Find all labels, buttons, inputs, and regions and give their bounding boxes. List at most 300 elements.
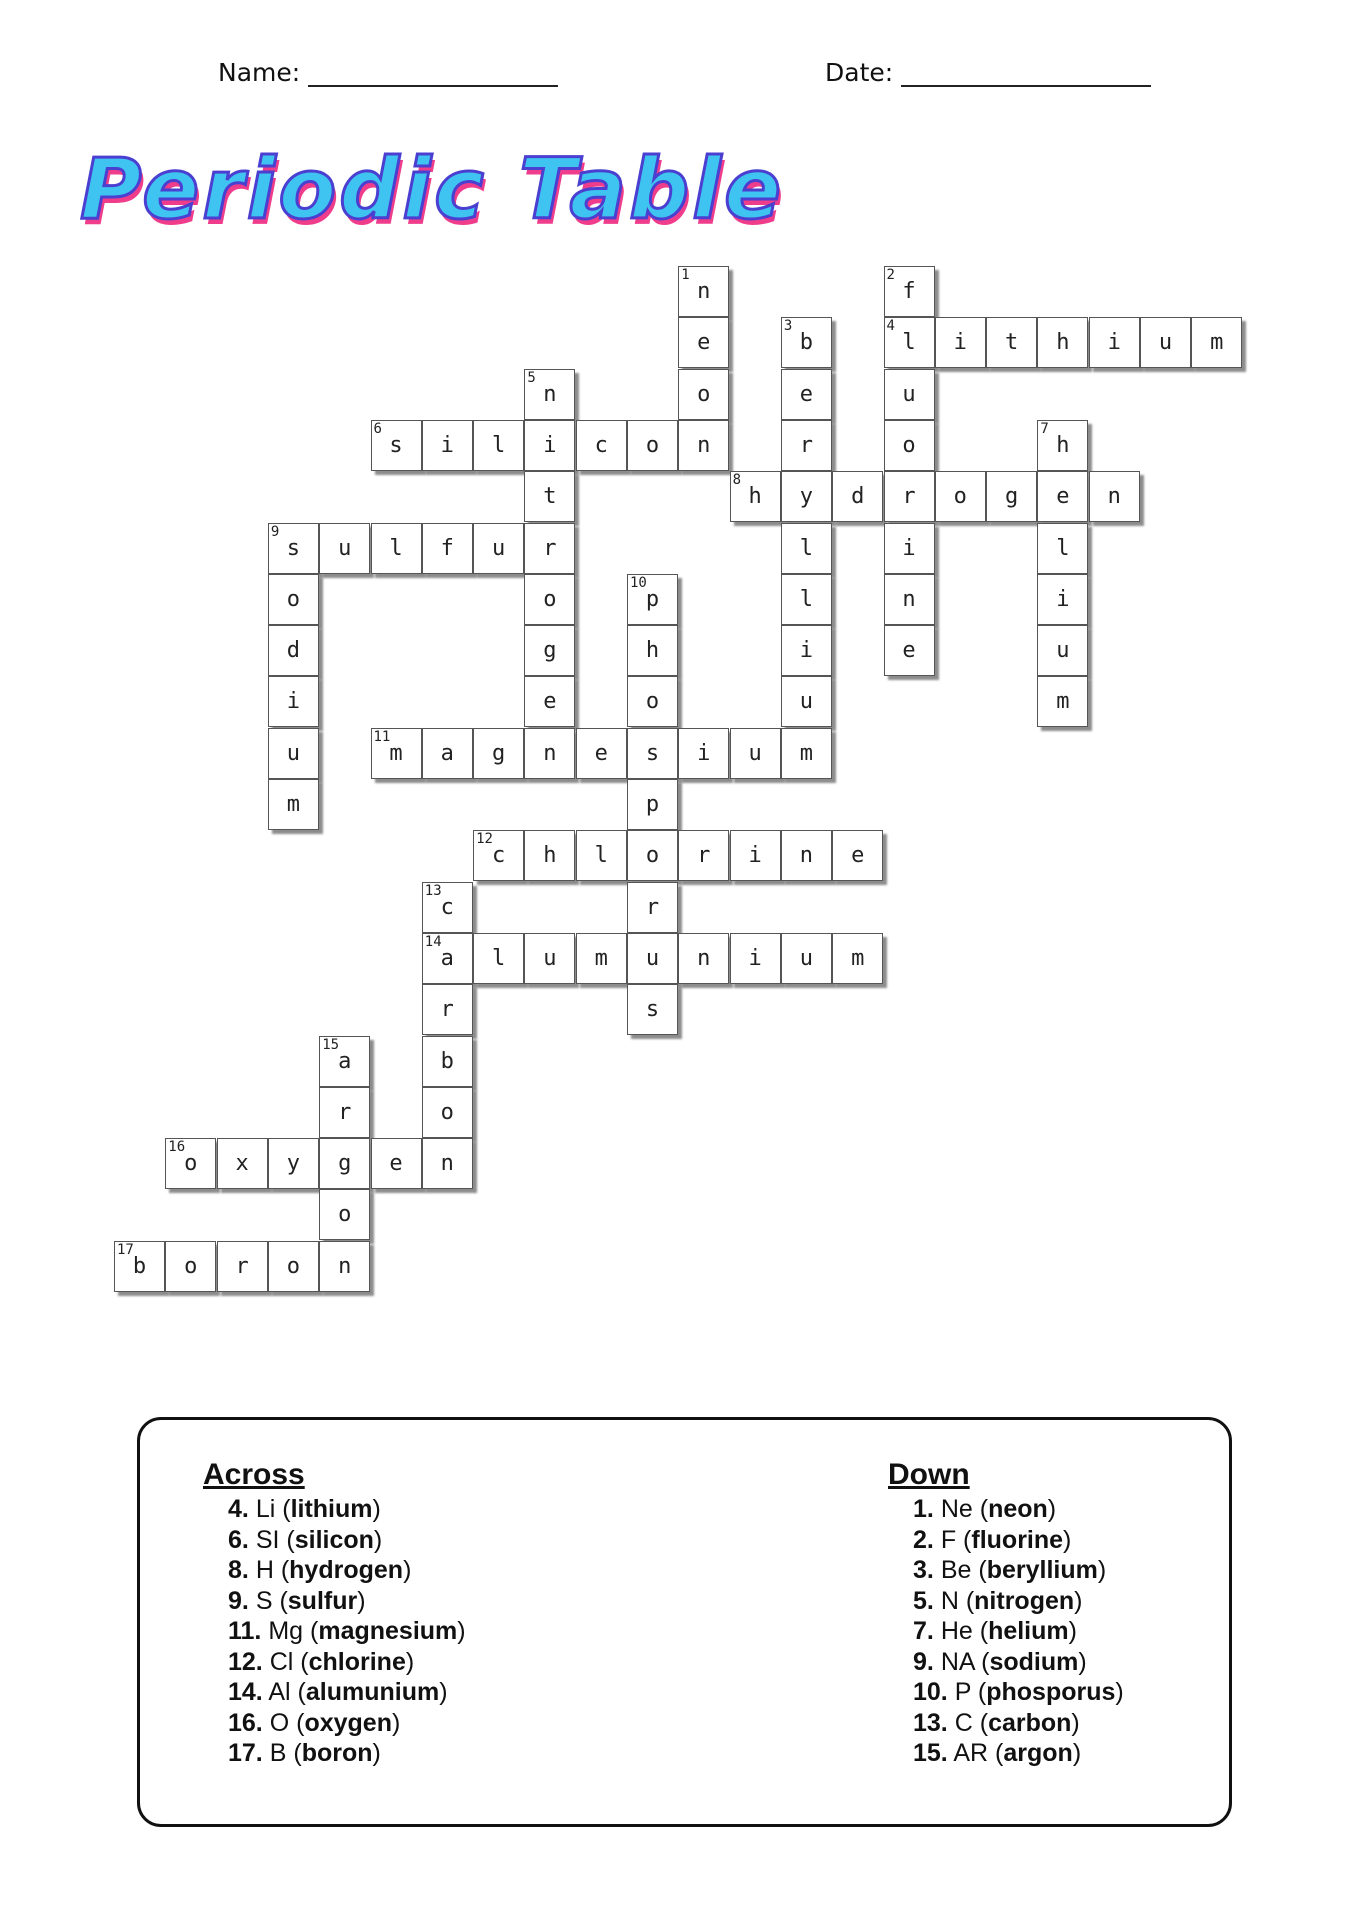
clue-hint: B: [269, 1739, 287, 1767]
cell-letter: e: [902, 638, 916, 664]
crossword-cell[interactable]: [1037, 523, 1088, 574]
crossword-cell[interactable]: [422, 1138, 473, 1189]
cell-letter: a: [338, 1048, 352, 1074]
crossword-cell[interactable]: [627, 728, 678, 779]
cell-letter: n: [1107, 484, 1121, 510]
cell-letter: d: [286, 638, 301, 664]
clue-answer: sulfur: [287, 1586, 358, 1615]
cell-letter: i: [748, 843, 762, 869]
crossword-cell[interactable]: [422, 882, 473, 933]
clue-answer: helium: [988, 1617, 1069, 1645]
crossword-cell[interactable]: [884, 471, 935, 522]
cell-letter: g: [338, 1151, 352, 1177]
across-clue: 6. SI (silicon): [228, 1525, 383, 1554]
crossword-cell[interactable]: [524, 420, 575, 471]
cell-letter: l: [1056, 535, 1070, 561]
crossword-cell[interactable]: [319, 1189, 370, 1240]
cell-letter: s: [645, 997, 660, 1023]
cell-letter: s: [286, 535, 301, 561]
cell-letter: p: [645, 792, 660, 817]
cell-letter: l: [902, 330, 916, 356]
crossword-cell[interactable]: [1037, 317, 1088, 368]
clue-hint: Be: [940, 1556, 972, 1584]
crossword-cell[interactable]: [217, 1138, 268, 1189]
crossword-cell[interactable]: [524, 830, 575, 881]
crossword-cell[interactable]: [627, 420, 678, 471]
crossword-cell[interactable]: [422, 984, 473, 1035]
clue-answer: neon: [988, 1495, 1048, 1523]
crossword-cell[interactable]: [730, 830, 781, 881]
cell-letter: u: [1056, 638, 1070, 664]
cell-letter: x: [235, 1151, 249, 1177]
clue-number: 12: [476, 831, 493, 848]
cell-letter: b: [799, 330, 814, 356]
cell-letter: i: [543, 432, 557, 458]
crossword-cell[interactable]: [422, 1087, 473, 1138]
clue-number: 2: [886, 267, 895, 283]
crossword-cell[interactable]: [268, 625, 319, 676]
clue-number: 11: [373, 728, 391, 745]
clue-box: [137, 1417, 1232, 1827]
crossword-cell[interactable]: [781, 574, 832, 625]
crossword-cell[interactable]: [524, 933, 575, 984]
across-list: [203, 1494, 466, 1769]
clue-hint: Mg: [268, 1617, 304, 1645]
clue-answer: sodium: [989, 1647, 1079, 1676]
cell-letter: u: [286, 740, 301, 766]
clue-number: 16: [168, 1139, 186, 1156]
crossword-cell[interactable]: [1089, 317, 1140, 368]
crossword-cell[interactable]: [524, 728, 575, 779]
cell-letter: l: [799, 535, 814, 561]
clue-number: 15: [322, 1036, 340, 1053]
cell-letter: u: [902, 381, 916, 407]
cell-letter: o: [184, 1151, 198, 1177]
crossword-cell[interactable]: [576, 420, 627, 471]
cell-letter: m: [799, 740, 814, 766]
cell-letter: a: [440, 945, 454, 971]
crossword-cell[interactable]: [473, 420, 524, 471]
cell-letter: y: [799, 484, 814, 510]
crossword-cell[interactable]: [627, 625, 678, 676]
cell-letter: e: [594, 740, 608, 766]
crossword-cell[interactable]: [576, 728, 627, 779]
crossword-cell[interactable]: [678, 830, 729, 881]
crossword-cell[interactable]: [422, 933, 473, 984]
crossword-cell[interactable]: [1037, 471, 1088, 522]
cell-letter: n: [543, 740, 557, 766]
crossword-cell[interactable]: [678, 369, 729, 420]
worksheet-title: Periodic Table: [80, 140, 785, 238]
down-clues: [888, 1458, 1124, 1769]
cell-letter: o: [697, 381, 711, 407]
clue-number: 17.: [228, 1739, 263, 1767]
down-clue: 5. N (nitrogen): [913, 1586, 1083, 1615]
cell-letter: o: [286, 586, 301, 612]
crossword-cell[interactable]: [678, 933, 729, 984]
clue-number: 14: [424, 933, 442, 950]
cell-letter: b: [132, 1253, 147, 1279]
crossword-cell[interactable]: [422, 420, 473, 471]
crossword-cell[interactable]: [1191, 317, 1242, 368]
cell-letter: u: [799, 689, 814, 715]
crossword-cell[interactable]: [781, 830, 832, 881]
cell-letter: c: [491, 843, 506, 869]
cell-letter: h: [748, 484, 762, 510]
cell-letter: b: [440, 1048, 454, 1074]
down-clue: 10. P (phosporus): [913, 1678, 1124, 1706]
crossword-cell[interactable]: [524, 523, 575, 574]
cell-letter: r: [440, 997, 454, 1023]
cell-letter: u: [338, 535, 352, 561]
cell-letter: h: [1056, 330, 1070, 356]
crossword-cell[interactable]: [422, 523, 473, 574]
crossword-cell[interactable]: [371, 728, 422, 779]
crossword-cell[interactable]: [422, 1036, 473, 1087]
cell-letter: c: [594, 432, 608, 458]
date-label: Date:: [825, 58, 894, 87]
cell-letter: o: [953, 484, 967, 510]
clue-answer: lithium: [290, 1495, 373, 1523]
crossword-cell[interactable]: [781, 523, 832, 574]
cell-letter: e: [851, 843, 865, 869]
crossword-cell[interactable]: [781, 625, 832, 676]
clue-number: 7: [1040, 420, 1049, 437]
crossword-cell[interactable]: [781, 728, 832, 779]
crossword-cell[interactable]: [884, 369, 935, 420]
cell-letter: s: [389, 432, 403, 458]
cell-letter: i: [1056, 586, 1070, 612]
crossword-cell[interactable]: [986, 317, 1037, 368]
cell-letter: u: [491, 535, 506, 561]
crossword-cell[interactable]: [884, 266, 935, 317]
crossword-cell[interactable]: [678, 317, 729, 368]
clue-answer: hydrogen: [289, 1556, 404, 1584]
clue-number: 12.: [228, 1647, 263, 1676]
clue-number: 17: [117, 1241, 134, 1258]
cell-letter: e: [799, 381, 814, 407]
down-clue: 7. He (helium): [913, 1617, 1077, 1645]
clue-number: 1.: [913, 1495, 934, 1523]
clue-number: 6: [373, 420, 382, 437]
clue-answer: fluorine: [971, 1525, 1064, 1554]
crossword-cell[interactable]: [268, 523, 319, 574]
crossword-cell[interactable]: [730, 933, 781, 984]
crossword-cell[interactable]: [473, 523, 524, 574]
crossword-cell[interactable]: [524, 369, 575, 420]
cell-letter: m: [1210, 330, 1224, 356]
cell-letter: n: [543, 381, 557, 407]
cell-letter: e: [1056, 484, 1070, 510]
cell-letter: i: [286, 689, 301, 715]
cell-letter: r: [543, 535, 557, 561]
clue-answer: beryllium: [986, 1556, 1098, 1584]
cell-letter: g: [543, 638, 557, 664]
cell-letter: i: [953, 330, 967, 356]
cell-letter: i: [440, 432, 454, 458]
crossword-cell[interactable]: [884, 574, 935, 625]
crossword-cell[interactable]: [627, 984, 678, 1035]
crossword-cell[interactable]: [268, 676, 319, 727]
clue-hint: SI: [255, 1525, 280, 1554]
crossword-cell[interactable]: [884, 317, 935, 368]
cell-letter: o: [645, 843, 660, 869]
clue-answer: oxygen: [304, 1708, 392, 1737]
down-clue: 3. Be (beryllium): [913, 1556, 1107, 1584]
clue-hint: N: [940, 1586, 959, 1615]
cell-letter: g: [1004, 484, 1019, 510]
crossword-cell[interactable]: [678, 266, 729, 317]
crossword-cell[interactable]: [627, 933, 678, 984]
clue-number: 13.: [913, 1708, 948, 1737]
clue-number: 4: [886, 318, 895, 335]
crossword-cell[interactable]: [319, 1036, 370, 1087]
crossword-cell[interactable]: [371, 1138, 422, 1189]
crossword-cell[interactable]: [884, 523, 935, 574]
across-clue: 9. S (sulfur): [228, 1586, 366, 1615]
cell-letter: e: [389, 1151, 403, 1177]
cell-letter: u: [645, 945, 660, 971]
clue-number: 13: [424, 882, 442, 899]
across-clue: 14. Al (alumunium): [228, 1678, 448, 1706]
crossword-cell[interactable]: [217, 1241, 268, 1292]
across-clue: 4. Li (lithium): [228, 1495, 381, 1523]
clue-number: 10.: [913, 1678, 948, 1706]
across-clue: 12. Cl (chlorine): [228, 1647, 415, 1676]
crossword-cell[interactable]: [884, 420, 935, 471]
crossword-cell[interactable]: [1037, 574, 1088, 625]
crossword-cell[interactable]: [268, 1138, 319, 1189]
crossword-cell[interactable]: [935, 317, 986, 368]
cell-letter: u: [748, 740, 762, 766]
crossword-cell[interactable]: [627, 574, 678, 625]
clue-number: 1: [681, 267, 690, 283]
cell-letter: i: [697, 740, 711, 766]
cell-letter: m: [594, 945, 608, 971]
crossword-cell[interactable]: [524, 471, 575, 522]
cell-letter: m: [851, 945, 865, 971]
clue-number: 7.: [913, 1617, 934, 1645]
cell-letter: p: [645, 586, 660, 612]
cell-letter: u: [799, 945, 814, 971]
crossword-cell[interactable]: [524, 574, 575, 625]
across-heading: Across: [203, 1458, 305, 1491]
across-clues: [203, 1458, 466, 1769]
cell-letter: l: [389, 535, 403, 561]
crossword-cell[interactable]: [268, 779, 319, 830]
crossword-cell[interactable]: [781, 420, 832, 471]
down-heading: Down: [888, 1458, 970, 1491]
crossword-cell[interactable]: [319, 1241, 370, 1292]
across-clue: 11. Mg (magnesium): [228, 1617, 466, 1645]
crossword-cell[interactable]: [1037, 676, 1088, 727]
clue-answer: silicon: [294, 1525, 374, 1554]
cell-letter: o: [902, 432, 916, 458]
crossword-cell[interactable]: [114, 1241, 165, 1292]
clue-answer: nitrogen: [974, 1586, 1075, 1615]
clue-hint: P: [954, 1678, 971, 1706]
cell-letter: h: [543, 843, 557, 869]
cell-letter: l: [491, 432, 506, 458]
clue-number: 16.: [228, 1708, 263, 1737]
down-clue: 2. F (fluorine): [913, 1525, 1072, 1554]
clue-hint: H: [255, 1556, 274, 1584]
cell-letter: o: [184, 1253, 198, 1279]
crossword-cell[interactable]: [935, 471, 986, 522]
clue-answer: phosporus: [986, 1678, 1116, 1706]
crossword-cell[interactable]: [781, 676, 832, 727]
crossword-cell[interactable]: [627, 676, 678, 727]
crossword-cell[interactable]: [781, 471, 832, 522]
crossword-cell[interactable]: [268, 574, 319, 625]
cell-letter: n: [697, 279, 711, 304]
crossword-cell[interactable]: [832, 830, 883, 881]
down-clue: 1. Ne (neon): [913, 1495, 1057, 1523]
clue-answer: alumunium: [305, 1678, 440, 1706]
crossword-cell[interactable]: [884, 625, 935, 676]
crossword-cell[interactable]: [422, 728, 473, 779]
crossword-cell[interactable]: [1140, 317, 1191, 368]
cell-letter: c: [440, 894, 454, 920]
cell-letter: o: [543, 586, 557, 612]
cell-letter: n: [440, 1151, 454, 1177]
crossword-cell[interactable]: [627, 830, 678, 881]
crossword-cell[interactable]: [371, 523, 422, 574]
crossword-cell[interactable]: [781, 369, 832, 420]
clue-answer: boron: [301, 1739, 373, 1767]
clue-hint: He: [940, 1617, 973, 1645]
cell-letter: u: [1158, 330, 1173, 356]
clue-number: 4.: [228, 1495, 249, 1523]
cell-letter: i: [902, 535, 916, 561]
cell-letter: n: [697, 945, 711, 971]
cell-letter: m: [389, 740, 403, 766]
clue-number: 14.: [228, 1678, 263, 1706]
clue-hint: C: [954, 1708, 973, 1737]
crossword-cell[interactable]: [986, 471, 1037, 522]
down-list: [888, 1494, 1124, 1769]
cell-letter: o: [286, 1253, 301, 1279]
cell-letter: o: [440, 1099, 454, 1125]
crossword-cell[interactable]: [627, 882, 678, 933]
cell-letter: n: [697, 432, 711, 458]
cell-letter: i: [799, 638, 814, 664]
cell-letter: o: [645, 432, 660, 458]
crossword-cell[interactable]: [473, 933, 524, 984]
clue-hint: AR: [953, 1739, 989, 1767]
cell-letter: o: [645, 689, 660, 715]
cell-letter: t: [543, 484, 557, 510]
crossword-cell[interactable]: [1089, 471, 1140, 522]
crossword-cell[interactable]: [268, 728, 319, 779]
crossword-cell[interactable]: [319, 523, 370, 574]
clue-number: 9: [270, 523, 280, 540]
clue-answer: argon: [1003, 1739, 1073, 1767]
crossword-cell[interactable]: [524, 676, 575, 727]
cell-letter: d: [851, 484, 865, 510]
cell-letter: r: [645, 894, 660, 920]
crossword-cell[interactable]: [1037, 625, 1088, 676]
cell-letter: t: [1004, 330, 1019, 356]
cell-letter: l: [594, 843, 608, 869]
crossword-cell[interactable]: [1037, 420, 1088, 471]
clue-number: 9.: [913, 1647, 934, 1676]
crossword-cell[interactable]: [781, 933, 832, 984]
crossword-cell[interactable]: [832, 471, 883, 522]
crossword-cell[interactable]: [576, 933, 627, 984]
clue-number: 5.: [913, 1586, 934, 1615]
crossword-cell[interactable]: [576, 830, 627, 881]
crossword-cell[interactable]: [473, 728, 524, 779]
crossword-cell[interactable]: [730, 471, 781, 522]
cell-letter: a: [440, 740, 454, 766]
clue-hint: Cl: [269, 1647, 294, 1676]
cell-letter: r: [799, 432, 814, 458]
cell-letter: l: [491, 945, 506, 971]
cell-letter: m: [1056, 689, 1070, 715]
cell-letter: n: [902, 586, 916, 612]
clue-number: 9.: [228, 1586, 249, 1615]
crossword-cell[interactable]: [319, 1138, 370, 1189]
crossword-cell[interactable]: [678, 420, 729, 471]
cell-letter: n: [338, 1253, 352, 1279]
clue-hint: Al: [268, 1678, 291, 1706]
clue-hint: S: [255, 1586, 273, 1615]
clue-answer: carbon: [988, 1708, 1072, 1737]
cell-letter: y: [286, 1151, 301, 1177]
clue-hint: Ne: [940, 1495, 973, 1523]
crossword-cell[interactable]: [524, 625, 575, 676]
cell-letter: m: [286, 792, 301, 817]
crossword-cell[interactable]: [268, 1241, 319, 1292]
crossword-cell[interactable]: [730, 728, 781, 779]
crossword-cell[interactable]: [319, 1087, 370, 1138]
crossword-cell[interactable]: [371, 420, 422, 471]
cell-letter: r: [338, 1099, 352, 1125]
clue-number: 2.: [913, 1525, 934, 1554]
crossword-cell[interactable]: [832, 933, 883, 984]
crossword-cell[interactable]: [165, 1138, 216, 1189]
cell-letter: s: [645, 740, 660, 766]
cell-letter: f: [440, 535, 454, 561]
clue-number: 10: [630, 574, 647, 591]
clue-number: 8: [732, 472, 742, 489]
crossword-cell[interactable]: [678, 728, 729, 779]
cell-letter: i: [748, 945, 762, 971]
cell-letter: i: [1107, 330, 1121, 356]
clue-number: 11.: [228, 1617, 262, 1645]
crossword-cell[interactable]: [781, 317, 832, 368]
crossword-cell[interactable]: [165, 1241, 216, 1292]
across-clue: 16. O (oxygen): [228, 1708, 401, 1737]
cell-letter: r: [235, 1253, 249, 1279]
cell-letter: r: [902, 484, 916, 510]
clue-number: 3.: [913, 1556, 934, 1584]
clue-answer: chlorine: [308, 1647, 406, 1676]
cell-letter: l: [799, 586, 814, 612]
down-clue: 9. NA (sodium): [913, 1647, 1087, 1676]
clue-number: 8.: [228, 1556, 249, 1584]
clue-hint: F: [940, 1525, 957, 1554]
clue-number: 6.: [228, 1525, 249, 1554]
name-label: Name:: [218, 58, 301, 87]
cell-letter: e: [697, 330, 711, 356]
cell-letter: g: [491, 740, 506, 766]
down-clue: 13. C (carbon): [913, 1708, 1080, 1737]
across-clue: 8. H (hydrogen): [228, 1556, 412, 1584]
crossword-cell[interactable]: [473, 830, 524, 881]
crossword-cell[interactable]: [627, 779, 678, 830]
